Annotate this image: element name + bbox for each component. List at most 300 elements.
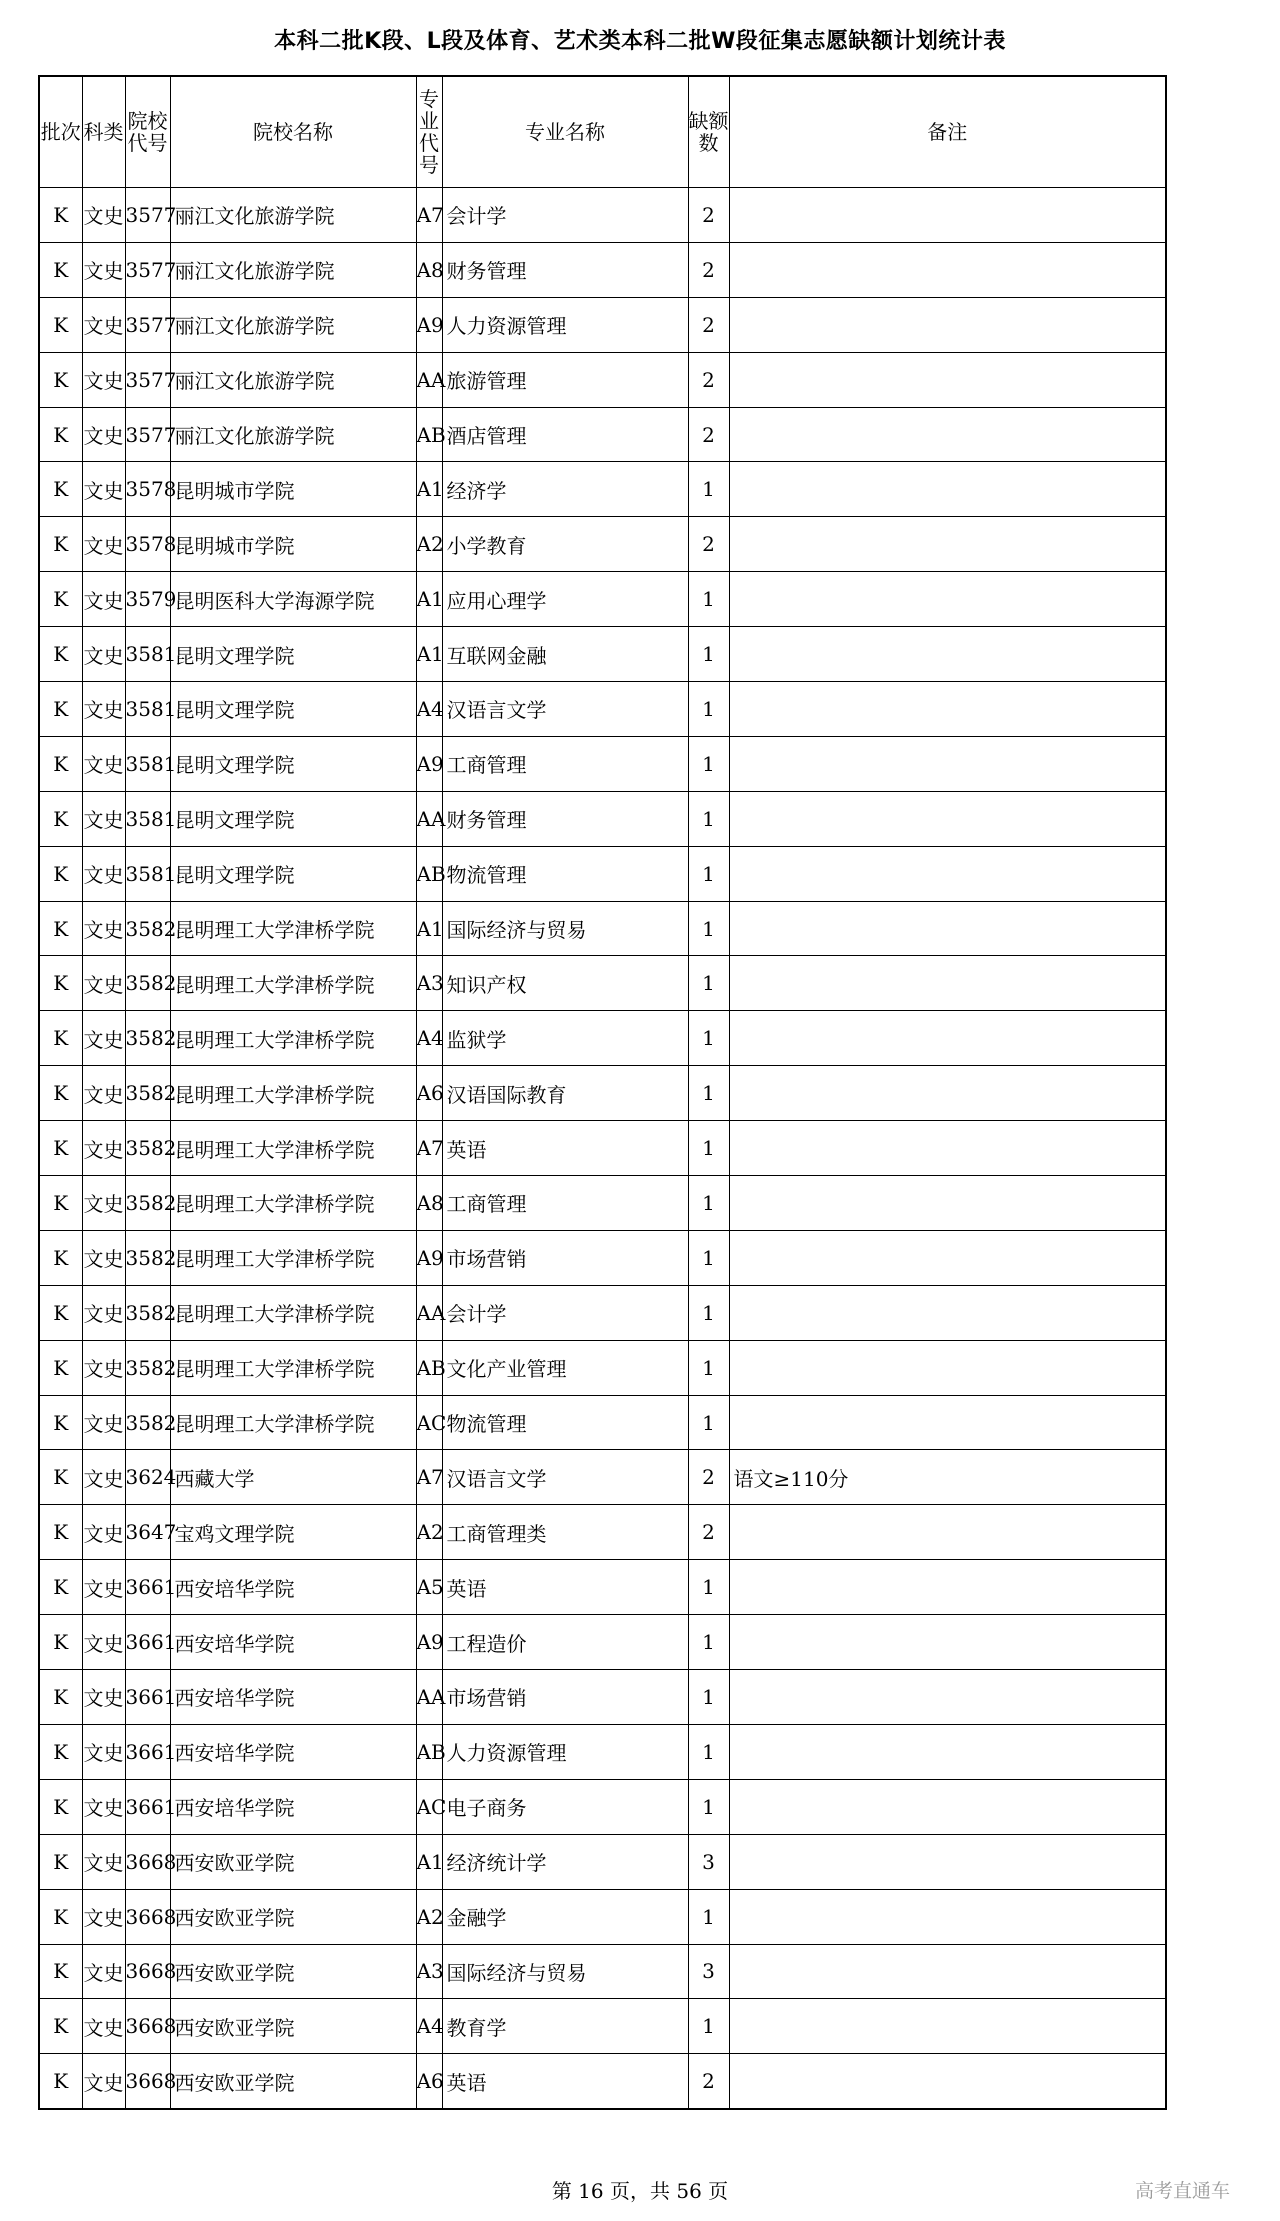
cell-major-code: AC: [416, 1395, 442, 1450]
cell-school-code: 3582: [125, 1395, 170, 1450]
cell-note: [729, 901, 1166, 956]
cell-category: 文史: [82, 791, 125, 846]
cell-school-code: 3582: [125, 1230, 170, 1285]
cell-note: [729, 1230, 1166, 1285]
table-body: [39, 188, 1166, 2110]
cell-vacancy: 1: [688, 1230, 729, 1285]
cell-major-name: 经济学: [442, 462, 688, 517]
cell-note: [729, 1121, 1166, 1176]
cell-note: [729, 1066, 1166, 1121]
cell-vacancy: 1: [688, 1176, 729, 1231]
cell-school-code: 3668: [125, 2054, 170, 2109]
table-row: [39, 1066, 1166, 1121]
cell-batch: K: [39, 188, 82, 243]
cell-major-code: A7: [416, 188, 442, 243]
cell-school-name: 昆明理工大学津桥学院: [170, 1121, 416, 1176]
cell-school-code: 3661: [125, 1615, 170, 1670]
cell-note: [729, 1724, 1166, 1779]
cell-major-code: A4: [416, 682, 442, 737]
cell-major-name: 经济统计学: [442, 1834, 688, 1889]
table-row: [39, 1121, 1166, 1176]
cell-batch: K: [39, 901, 82, 956]
cell-vacancy: 2: [688, 2054, 729, 2109]
cell-major-code: A6: [416, 1066, 442, 1121]
header-major-code: 专业代号: [416, 76, 442, 188]
table-row: [39, 517, 1166, 572]
cell-note: [729, 1011, 1166, 1066]
cell-school-name: 昆明理工大学津桥学院: [170, 901, 416, 956]
cell-major-name: 工商管理: [442, 736, 688, 791]
cell-batch: K: [39, 1834, 82, 1889]
cell-vacancy: 1: [688, 1340, 729, 1395]
cell-note: [729, 956, 1166, 1011]
cell-note: [729, 1889, 1166, 1944]
cell-school-name: 丽江文化旅游学院: [170, 297, 416, 352]
cell-vacancy: 1: [688, 1889, 729, 1944]
cell-vacancy: 1: [688, 956, 729, 1011]
table-row: [39, 627, 1166, 682]
cell-school-name: 昆明理工大学津桥学院: [170, 1066, 416, 1121]
cell-school-name: 昆明文理学院: [170, 682, 416, 737]
cell-school-name: 西安欧亚学院: [170, 1834, 416, 1889]
cell-major-name: 会计学: [442, 1285, 688, 1340]
cell-school-name: 西安欧亚学院: [170, 1999, 416, 2054]
cell-school-code: 3582: [125, 1285, 170, 1340]
cell-school-code: 3582: [125, 956, 170, 1011]
cell-school-code: 3582: [125, 1121, 170, 1176]
table-row: [39, 1560, 1166, 1615]
cell-school-code: 3581: [125, 736, 170, 791]
cell-school-name: 昆明文理学院: [170, 791, 416, 846]
cell-category: 文史: [82, 1944, 125, 1999]
cell-major-name: 财务管理: [442, 242, 688, 297]
cell-school-code: 3581: [125, 846, 170, 901]
cell-major-code: AA: [416, 791, 442, 846]
cell-major-name: 市场营销: [442, 1230, 688, 1285]
cell-major-code: A3: [416, 956, 442, 1011]
cell-major-code: A8: [416, 242, 442, 297]
table-header-row: [39, 76, 1166, 188]
cell-vacancy: 2: [688, 1450, 729, 1505]
cell-major-name: 英语: [442, 2054, 688, 2109]
cell-school-code: 3668: [125, 1889, 170, 1944]
cell-major-name: 汉语言文学: [442, 682, 688, 737]
cell-vacancy: 1: [688, 1121, 729, 1176]
table-row: [39, 407, 1166, 462]
cell-major-code: AB: [416, 1340, 442, 1395]
cell-school-name: 昆明文理学院: [170, 846, 416, 901]
table-row: [39, 1285, 1166, 1340]
cell-category: 文史: [82, 242, 125, 297]
cell-major-name: 汉语国际教育: [442, 1066, 688, 1121]
cell-major-code: A8: [416, 1176, 442, 1231]
cell-category: 文史: [82, 407, 125, 462]
cell-school-name: 昆明理工大学津桥学院: [170, 1011, 416, 1066]
cell-school-name: 西安欧亚学院: [170, 1944, 416, 1999]
cell-batch: K: [39, 297, 82, 352]
cell-vacancy: 1: [688, 1999, 729, 2054]
cell-category: 文史: [82, 462, 125, 517]
cell-school-name: 西安培华学院: [170, 1779, 416, 1834]
table-row: [39, 1230, 1166, 1285]
cell-note: [729, 736, 1166, 791]
cell-vacancy: 2: [688, 242, 729, 297]
cell-school-code: 3647: [125, 1505, 170, 1560]
cell-school-code: 3578: [125, 517, 170, 572]
cell-school-code: 3581: [125, 682, 170, 737]
cell-vacancy: 1: [688, 572, 729, 627]
header-batch: 批次: [39, 76, 82, 188]
cell-major-name: 工程造价: [442, 1615, 688, 1670]
table-row: [39, 791, 1166, 846]
cell-vacancy: 2: [688, 297, 729, 352]
cell-category: 文史: [82, 572, 125, 627]
cell-major-code: A7: [416, 1450, 442, 1505]
cell-category: 文史: [82, 956, 125, 1011]
table-row: [39, 1779, 1166, 1834]
cell-major-name: 人力资源管理: [442, 1724, 688, 1779]
cell-batch: K: [39, 1011, 82, 1066]
cell-batch: K: [39, 1779, 82, 1834]
cell-major-code: A1: [416, 901, 442, 956]
cell-note: [729, 627, 1166, 682]
cell-major-code: AB: [416, 1724, 442, 1779]
cell-school-name: 西藏大学: [170, 1450, 416, 1505]
cell-school-code: 3582: [125, 1176, 170, 1231]
cell-note: [729, 1285, 1166, 1340]
cell-major-name: 应用心理学: [442, 572, 688, 627]
cell-school-name: 昆明医科大学海源学院: [170, 572, 416, 627]
cell-school-code: 3668: [125, 1999, 170, 2054]
cell-school-name: 昆明理工大学津桥学院: [170, 1395, 416, 1450]
cell-batch: K: [39, 462, 82, 517]
cell-note: [729, 188, 1166, 243]
cell-vacancy: 2: [688, 517, 729, 572]
cell-school-code: 3577: [125, 352, 170, 407]
cell-major-code: A1: [416, 1834, 442, 1889]
page-number: 第 16 页，共 56 页: [551, 2179, 729, 2203]
cell-batch: K: [39, 1395, 82, 1450]
cell-category: 文史: [82, 1615, 125, 1670]
cell-school-name: 昆明理工大学津桥学院: [170, 1230, 416, 1285]
cell-school-code: 3577: [125, 188, 170, 243]
cell-note: [729, 1395, 1166, 1450]
cell-major-code: A1: [416, 627, 442, 682]
header-vacancy: 缺额数: [688, 76, 729, 188]
cell-vacancy: 1: [688, 627, 729, 682]
cell-note: [729, 1834, 1166, 1889]
cell-vacancy: 2: [688, 352, 729, 407]
cell-batch: K: [39, 1340, 82, 1395]
cell-major-name: 小学教育: [442, 517, 688, 572]
table-row: [39, 1505, 1166, 1560]
header-school-code: 院校代号: [125, 76, 170, 188]
cell-school-name: 昆明文理学院: [170, 627, 416, 682]
cell-batch: K: [39, 1121, 82, 1176]
cell-note: [729, 407, 1166, 462]
cell-school-code: 3579: [125, 572, 170, 627]
cell-major-name: 国际经济与贸易: [442, 901, 688, 956]
cell-batch: K: [39, 352, 82, 407]
cell-major-code: A6: [416, 2054, 442, 2109]
cell-category: 文史: [82, 1505, 125, 1560]
cell-note: [729, 1560, 1166, 1615]
table-row: [39, 1889, 1166, 1944]
cell-batch: K: [39, 791, 82, 846]
cell-school-code: 3661: [125, 1724, 170, 1779]
table-row: [39, 188, 1166, 243]
cell-vacancy: 1: [688, 682, 729, 737]
cell-major-code: AA: [416, 1670, 442, 1725]
cell-batch: K: [39, 1615, 82, 1670]
cell-school-name: 西安培华学院: [170, 1670, 416, 1725]
cell-major-name: 酒店管理: [442, 407, 688, 462]
cell-note: [729, 846, 1166, 901]
cell-major-name: 英语: [442, 1121, 688, 1176]
cell-batch: K: [39, 1450, 82, 1505]
cell-note: [729, 297, 1166, 352]
cell-note: [729, 1944, 1166, 1999]
cell-school-name: 丽江文化旅游学院: [170, 188, 416, 243]
cell-school-code: 3582: [125, 1066, 170, 1121]
table-row: [39, 462, 1166, 517]
cell-major-code: A9: [416, 1230, 442, 1285]
cell-category: 文史: [82, 2054, 125, 2109]
cell-batch: K: [39, 1724, 82, 1779]
table-row: [39, 242, 1166, 297]
cell-vacancy: 2: [688, 188, 729, 243]
cell-vacancy: 1: [688, 791, 729, 846]
cell-batch: K: [39, 1066, 82, 1121]
cell-batch: K: [39, 1889, 82, 1944]
cell-major-name: 物流管理: [442, 1395, 688, 1450]
cell-category: 文史: [82, 1889, 125, 1944]
cell-vacancy: 2: [688, 1505, 729, 1560]
cell-school-code: 3582: [125, 1011, 170, 1066]
cell-vacancy: 1: [688, 1285, 729, 1340]
cell-vacancy: 1: [688, 1615, 729, 1670]
cell-school-code: 3577: [125, 297, 170, 352]
cell-batch: K: [39, 736, 82, 791]
cell-school-name: 西安欧亚学院: [170, 2054, 416, 2109]
cell-major-code: AA: [416, 1285, 442, 1340]
cell-major-code: A3: [416, 1944, 442, 1999]
cell-category: 文史: [82, 736, 125, 791]
cell-vacancy: 1: [688, 901, 729, 956]
cell-category: 文史: [82, 1670, 125, 1725]
cell-school-name: 西安培华学院: [170, 1615, 416, 1670]
cell-major-name: 金融学: [442, 1889, 688, 1944]
table-row: [39, 956, 1166, 1011]
cell-school-code: 3661: [125, 1670, 170, 1725]
cell-batch: K: [39, 1944, 82, 1999]
cell-vacancy: 3: [688, 1944, 729, 1999]
cell-major-name: 人力资源管理: [442, 297, 688, 352]
cell-note: [729, 791, 1166, 846]
cell-school-code: 3577: [125, 242, 170, 297]
cell-school-code: 3668: [125, 1944, 170, 1999]
cell-major-code: A1: [416, 572, 442, 627]
cell-note: [729, 572, 1166, 627]
cell-vacancy: 3: [688, 1834, 729, 1889]
cell-major-name: 物流管理: [442, 846, 688, 901]
cell-note: [729, 1176, 1166, 1231]
table-row: [39, 682, 1166, 737]
cell-major-name: 工商管理: [442, 1176, 688, 1231]
cell-vacancy: 1: [688, 736, 729, 791]
cell-category: 文史: [82, 297, 125, 352]
cell-school-name: 丽江文化旅游学院: [170, 352, 416, 407]
cell-school-code: 3661: [125, 1560, 170, 1615]
cell-note: [729, 1999, 1166, 2054]
cell-note: [729, 682, 1166, 737]
cell-note: [729, 462, 1166, 517]
cell-category: 文史: [82, 1230, 125, 1285]
cell-school-code: 3581: [125, 791, 170, 846]
table-row: [39, 1944, 1166, 1999]
cell-note: [729, 2054, 1166, 2109]
table-row: [39, 1615, 1166, 1670]
cell-school-name: 昆明理工大学津桥学院: [170, 1176, 416, 1231]
vacancy-table: [38, 75, 1167, 2110]
cell-major-code: AB: [416, 407, 442, 462]
cell-major-name: 教育学: [442, 1999, 688, 2054]
cell-major-name: 知识产权: [442, 956, 688, 1011]
cell-category: 文史: [82, 1176, 125, 1231]
cell-major-code: A4: [416, 1011, 442, 1066]
cell-major-name: 财务管理: [442, 791, 688, 846]
header-category: 科类: [82, 76, 125, 188]
cell-batch: K: [39, 627, 82, 682]
cell-note: [729, 1615, 1166, 1670]
cell-school-name: 昆明理工大学津桥学院: [170, 1340, 416, 1395]
cell-vacancy: 2: [688, 407, 729, 462]
cell-category: 文史: [82, 1724, 125, 1779]
table-row: [39, 1011, 1166, 1066]
cell-vacancy: 1: [688, 1560, 729, 1615]
page-title: 本科二批K段、L段及体育、艺术类本科二批W段征集志愿缺额计划统计表: [274, 29, 1006, 54]
table-row: [39, 1834, 1166, 1889]
cell-major-name: 市场营销: [442, 1670, 688, 1725]
cell-major-code: A2: [416, 1889, 442, 1944]
cell-batch: K: [39, 1505, 82, 1560]
cell-major-code: A1: [416, 462, 442, 517]
cell-major-code: AB: [416, 846, 442, 901]
cell-batch: K: [39, 1670, 82, 1725]
cell-major-name: 英语: [442, 1560, 688, 1615]
cell-category: 文史: [82, 352, 125, 407]
cell-major-code: A9: [416, 736, 442, 791]
cell-school-name: 昆明城市学院: [170, 462, 416, 517]
cell-note: [729, 1779, 1166, 1834]
table-row: [39, 1340, 1166, 1395]
cell-school-code: 3582: [125, 1340, 170, 1395]
cell-note: [729, 1505, 1166, 1560]
cell-school-name: 昆明文理学院: [170, 736, 416, 791]
cell-category: 文史: [82, 517, 125, 572]
table-row: [39, 1176, 1166, 1231]
cell-vacancy: 1: [688, 1779, 729, 1834]
cell-category: 文史: [82, 1395, 125, 1450]
cell-batch: K: [39, 1230, 82, 1285]
cell-major-code: A9: [416, 1615, 442, 1670]
cell-category: 文史: [82, 1999, 125, 2054]
cell-vacancy: 1: [688, 1395, 729, 1450]
cell-vacancy: 1: [688, 462, 729, 517]
cell-category: 文史: [82, 1834, 125, 1889]
cell-school-name: 昆明城市学院: [170, 517, 416, 572]
cell-note: 语文≥110分: [729, 1450, 1166, 1505]
cell-major-name: 国际经济与贸易: [442, 1944, 688, 1999]
cell-major-code: A2: [416, 517, 442, 572]
cell-note: [729, 242, 1166, 297]
table-row: [39, 1724, 1166, 1779]
table-row: [39, 297, 1166, 352]
cell-major-code: A4: [416, 1999, 442, 2054]
cell-category: 文史: [82, 901, 125, 956]
cell-major-name: 旅游管理: [442, 352, 688, 407]
cell-school-name: 西安欧亚学院: [170, 1889, 416, 1944]
table-row: [39, 1395, 1166, 1450]
cell-major-name: 会计学: [442, 188, 688, 243]
cell-school-code: 3624: [125, 1450, 170, 1505]
cell-batch: K: [39, 1560, 82, 1615]
table-row: [39, 2054, 1166, 2109]
cell-category: 文史: [82, 1121, 125, 1176]
cell-major-code: AA: [416, 352, 442, 407]
cell-batch: K: [39, 846, 82, 901]
cell-major-name: 电子商务: [442, 1779, 688, 1834]
cell-batch: K: [39, 2054, 82, 2109]
cell-batch: K: [39, 682, 82, 737]
cell-note: [729, 517, 1166, 572]
cell-note: [729, 1670, 1166, 1725]
cell-category: 文史: [82, 1066, 125, 1121]
cell-school-name: 昆明理工大学津桥学院: [170, 1285, 416, 1340]
cell-major-code: A9: [416, 297, 442, 352]
table-row: [39, 846, 1166, 901]
table-row: [39, 1450, 1166, 1505]
cell-category: 文史: [82, 1450, 125, 1505]
cell-major-code: A7: [416, 1121, 442, 1176]
cell-category: 文史: [82, 627, 125, 682]
cell-batch: K: [39, 956, 82, 1011]
cell-batch: K: [39, 1176, 82, 1231]
cell-school-name: 昆明理工大学津桥学院: [170, 956, 416, 1011]
cell-batch: K: [39, 242, 82, 297]
cell-major-code: AC: [416, 1779, 442, 1834]
cell-category: 文史: [82, 1285, 125, 1340]
cell-major-code: A2: [416, 1505, 442, 1560]
cell-school-name: 丽江文化旅游学院: [170, 407, 416, 462]
cell-batch: K: [39, 572, 82, 627]
cell-vacancy: 1: [688, 846, 729, 901]
cell-batch: K: [39, 517, 82, 572]
cell-category: 文史: [82, 1340, 125, 1395]
cell-batch: K: [39, 1999, 82, 2054]
cell-school-name: 西安培华学院: [170, 1560, 416, 1615]
cell-school-name: 丽江文化旅游学院: [170, 242, 416, 297]
cell-major-name: 监狱学: [442, 1011, 688, 1066]
cell-school-name: 宝鸡文理学院: [170, 1505, 416, 1560]
cell-school-code: 3578: [125, 462, 170, 517]
table-row: [39, 901, 1166, 956]
cell-category: 文史: [82, 1560, 125, 1615]
cell-school-code: 3581: [125, 627, 170, 682]
cell-school-name: 西安培华学院: [170, 1724, 416, 1779]
cell-school-code: 3668: [125, 1834, 170, 1889]
cell-batch: K: [39, 1285, 82, 1340]
